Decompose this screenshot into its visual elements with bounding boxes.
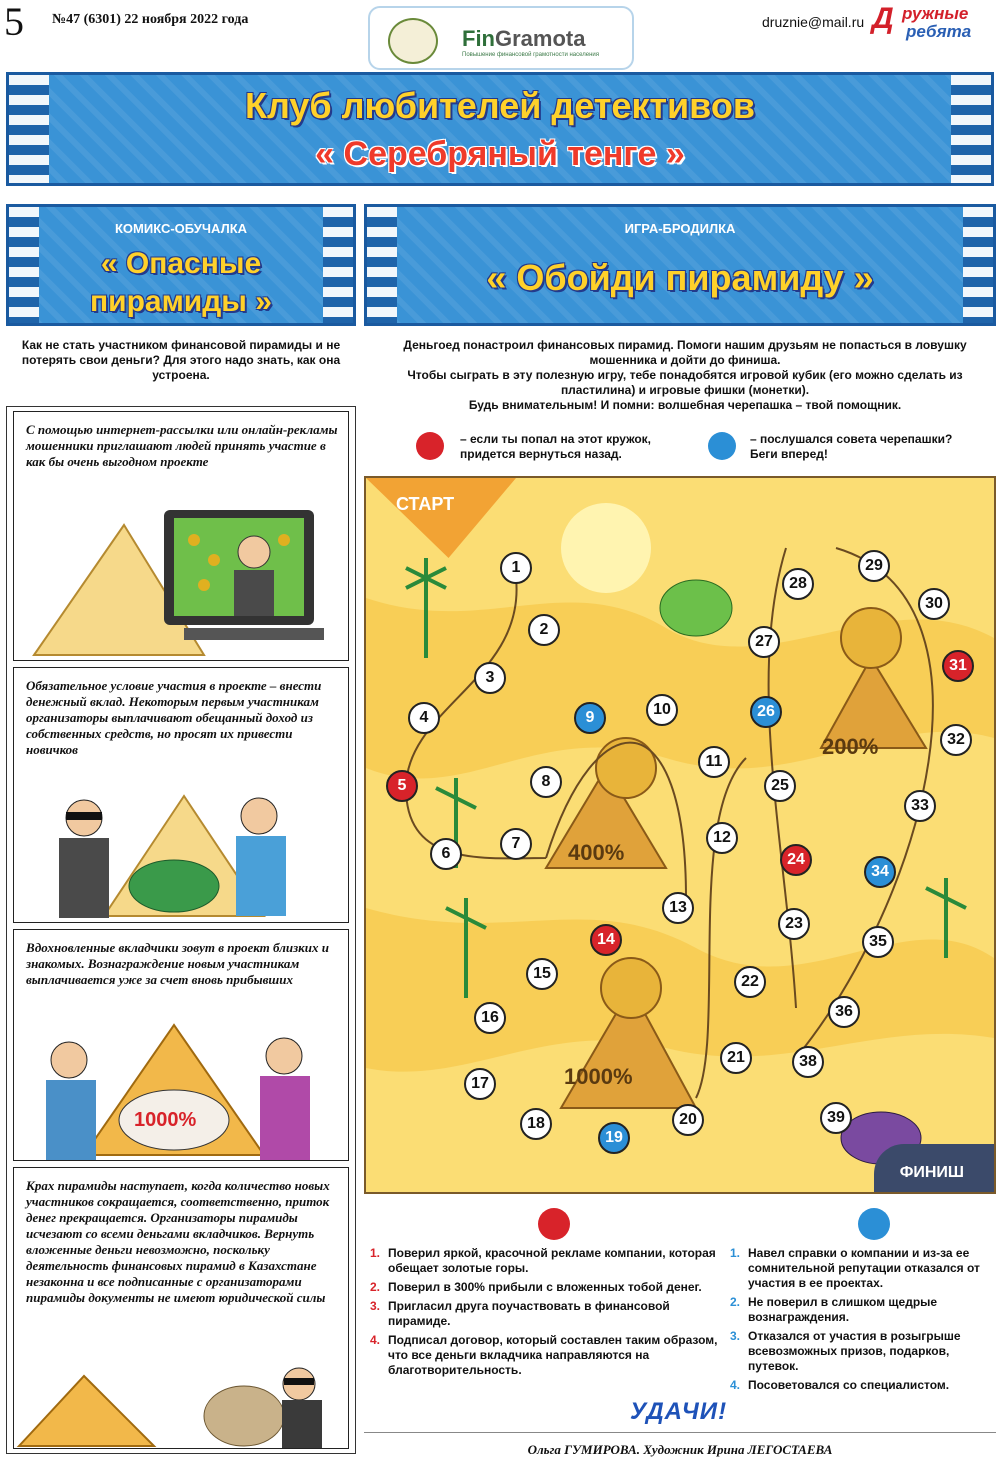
start-label: СТАРТ	[396, 494, 455, 514]
newspaper-logo: Д ружные ребята	[872, 2, 972, 41]
board-cell-blue: 9	[574, 702, 606, 734]
legend-blue-text: – послушался совета черепашки? Беги вперед!	[750, 432, 953, 461]
board-cell: 13	[662, 892, 694, 924]
board-cell-red: 31	[942, 650, 974, 682]
board-cell: 16	[474, 1002, 506, 1034]
game-banner	[364, 204, 996, 326]
comic-title-2: пирамиды »	[90, 285, 272, 318]
pyramid-label-1000: 1000%	[564, 1064, 633, 1089]
good-luck-text: УДАЧИ!	[630, 1398, 728, 1425]
board-cell-red: 5	[386, 770, 418, 802]
board-cell: 23	[778, 908, 810, 940]
board-cell: 8	[530, 766, 562, 798]
panel-3-text: Вдохновленные вкладчики зовут в проект близких и знакомых. Вознаграждение новым участникам выплачивается уже за счет вновь прибывших	[26, 940, 329, 987]
board-cell: 17	[464, 1068, 496, 1100]
board-cell: 30	[918, 588, 950, 620]
board-cell: 12	[706, 822, 738, 854]
game-board	[364, 476, 996, 1194]
panel-4-text: Крах пирамиды наступает, когда количество новых участников сокращается, соответственно, приток денег прекращается. Организаторы пирамиды исчезают со всеми деньгами вкладчиков. Вернуть вложенные деньги невозможно, поскольку деятельность финансовых пирамид в Казахстане незаконна и все подписанные с организаторами пирамиды документы не имеют юридической силы	[26, 1178, 330, 1305]
board-cell: 10	[646, 694, 678, 726]
blue-list-item: 1. Навел справки о компании и из-за ее сомнительной репутации отказался от участия в ее проектах.	[730, 1246, 980, 1290]
panel-1-art	[14, 490, 348, 660]
board-cell: 21	[720, 1042, 752, 1074]
panel-1-text: С помощью интернет-рассылки или онлайн-рекламы мошенники приглашают людей принять участие в как бы очень выгодном проекте	[26, 422, 338, 469]
board-cell: 3	[474, 662, 506, 694]
board-cell: 28	[782, 568, 814, 600]
board-cell: 29	[858, 550, 890, 582]
game-label: ИГРА-БРОДИЛКА	[624, 221, 736, 236]
board-cell: 35	[862, 926, 894, 958]
red-list-item: 4. Подписал договор, который составлен таким образом, что все деньги вкладчика направляются на благотворительность.	[370, 1333, 718, 1377]
board-cell: 15	[526, 958, 558, 990]
blue-list-dot	[858, 1208, 890, 1240]
issue-info: №47 (6301) 22 ноября 2022 года	[52, 12, 249, 27]
pyramid-label-400: 400%	[568, 840, 625, 865]
board-cell: 2	[528, 614, 560, 646]
fingramota-logo	[368, 6, 634, 70]
red-list-dot	[538, 1208, 570, 1240]
board-cell: 27	[748, 626, 780, 658]
blue-list-item: 4. Посоветовался со специалистом.	[730, 1378, 950, 1392]
board-cell-blue: 19	[598, 1122, 630, 1154]
red-list	[370, 1246, 718, 1382]
game-intro: Деньгоед понастроил финансовых пирамид. Помоги нашим друзьям не попасться в ловушку мошенника и дойти до финиша. Чтобы сыграть в эту полезную игру, тебе понадобятся игровой кубик (его можно сделать из пластилина) и игровые фишки (монетки). Будь внимательным! И помни: волшебная черепашка – твой помощник.	[403, 338, 967, 412]
brand-name: FinGramota	[462, 26, 586, 51]
pyramid-label-200: 200%	[822, 734, 879, 759]
board-cell-blue: 26	[750, 696, 782, 728]
board-cell: 32	[940, 724, 972, 756]
legend-red-text: – если ты попал на этот кружок, придется вернуться назад.	[460, 432, 652, 461]
page-number: 5	[4, 0, 24, 44]
board-cell-blue: 34	[864, 856, 896, 888]
board-cell: 7	[500, 828, 532, 860]
panel-3-art	[14, 1010, 348, 1160]
blue-list-item: 2. Не поверил в слишком щедрые вознаграждения.	[730, 1295, 938, 1324]
comic-panel-1	[13, 411, 349, 661]
board-cell: 39	[820, 1102, 852, 1134]
board-cell: 20	[672, 1104, 704, 1136]
board-cell-red: 24	[780, 844, 812, 876]
footer-divider	[364, 1432, 996, 1433]
board-cell: 1	[500, 552, 532, 584]
game-title: « Обойди пирамиду »	[486, 257, 874, 298]
comic-label: КОМИКС-ОБУЧАЛКА	[114, 221, 248, 236]
comic-panel-3	[13, 929, 349, 1161]
legend-blue-dot	[708, 432, 736, 460]
blue-list	[730, 1246, 996, 1397]
panel-2-art	[14, 776, 348, 922]
board-cell: 38	[792, 1046, 824, 1078]
legend-red-dot	[416, 432, 444, 460]
board-cell: 25	[764, 770, 796, 802]
panel-4-art	[14, 1356, 348, 1448]
brand-tagline: Повышение финансовой грамотности населения	[462, 52, 599, 58]
red-list-item: 3. Пригласил друга поучаствовать в финансовой пирамиде.	[370, 1299, 670, 1328]
comic-banner	[6, 204, 356, 326]
club-banner	[6, 72, 994, 186]
blue-list-item: 3. Отказался от участия в розыгрыше всевозможных призов, подарков, путевок.	[730, 1329, 961, 1373]
board-cell: 36	[828, 996, 860, 1028]
red-list-item: 1. Поверил яркой, красочной рекламе компании, которая обещает золотые горы.	[370, 1246, 716, 1275]
comic-panel-4	[13, 1167, 349, 1449]
board-cell-red: 14	[590, 924, 622, 956]
comic-strip	[6, 406, 356, 1454]
comic-panel-2	[13, 667, 349, 923]
board-cell: 33	[904, 790, 936, 822]
comic-intro: Как не стать участником финансовой пирамиды и не потерять свои деньги? Для этого надо знать, как она устроена.	[21, 338, 341, 382]
club-subtitle: « Серебряный тенге »	[315, 135, 685, 173]
board-cell: 11	[698, 746, 730, 778]
board-cell: 22	[734, 966, 766, 998]
board-cell: 18	[520, 1108, 552, 1140]
comic-title-1: « Опасные	[100, 247, 262, 280]
contact-email: druznie@mail.ru	[762, 14, 865, 30]
panel-3-percent: 1000%	[134, 1109, 197, 1131]
finish-label: ФИНИШ	[899, 1164, 964, 1181]
club-title: Клуб любителей детективов	[245, 85, 755, 126]
author-credit: Ольга ГУМИРОВА. Художник Ирина ЛЕГОСТАЕВА	[527, 1442, 833, 1457]
board-cell: 6	[430, 838, 462, 870]
board-background	[366, 478, 994, 1192]
panel-2-text: Обязательное условие участия в проекте – внести денежный вклад. Некоторым первым участникам организаторы выплачивают обещанный доход из собственных средств, но просят их привести новичков	[26, 678, 322, 757]
emblem-icon	[388, 18, 438, 64]
board-cell: 4	[408, 702, 440, 734]
red-list-item: 2. Поверил в 300% прибыли с вложенных тобой денег.	[370, 1280, 702, 1294]
